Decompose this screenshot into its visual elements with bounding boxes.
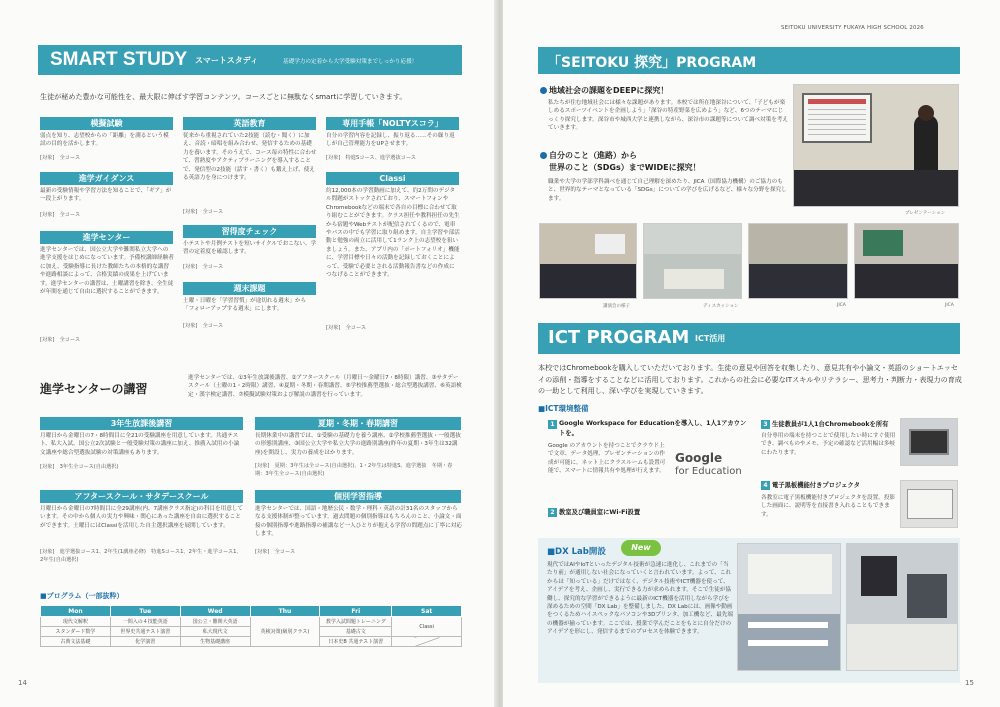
block-target-english: [対象] 全コース [183, 209, 224, 215]
wide-bullet [540, 152, 547, 159]
env-num-2: 2 [548, 508, 557, 517]
env-text-1: Google のアカウントを持つことでクラウド上で文章、データ処理、プレゼンテーションの作成が可能に。ネット上にクラスルームも設置可能で、スマートに情報共有や処理が行えます。 [548, 443, 666, 475]
caption-presentation: プレゼンテーション [905, 211, 946, 216]
dx-lab-photo-2 [846, 543, 958, 671]
table-cell: スタンダード数学 [41, 627, 111, 637]
deep-text: 私たちが住む地域社会には様々な課題があります。本校では所在地深谷について、「子どもが楽しめるスポーツイベントを企画しよう」「深谷の特産野菜を広めよう」など、6つのテーマにじっくり探究します。深谷市や城西大学と連携しながら、深谷市の課題等について調べ対策を考えていきます。 [548, 100, 788, 132]
ict-intro: 本校ではChromebookを購入していただいております。生徒の意見や回答を収集したり、意見共有や小論文・英語のショートエッセイの添削・指導をすることなどに活用しております。これからの社会に必要なITスキルやリテラシー、思考力・判断力・表現力の育成の一助として利用し、深い学びを実現していきます。 [538, 363, 962, 395]
env-num-3: 3 [761, 420, 770, 429]
block-label-center: 進学センター [40, 231, 173, 244]
block-label-weekend: 週末課題 [183, 282, 316, 295]
left-page [0, 0, 497, 707]
course-label-3rd-year: 3年生放課後講習 [40, 417, 243, 430]
block-target-weekend: [対象] 全コース [183, 323, 224, 329]
caption-jica-2: JICA [945, 303, 954, 308]
block-text-center: 進学センターでは、国公立大学や難関私立大学への進学支援をはじめになっています。予備校講師経験者に加え、受験指導に長けた教師たちの本格的な講習や進路相談によって、合格実績の成果を上げています。進学センターの講習は、土曜講習を除き、全生徒が年間を通じて自由に選択することができます。 [40, 247, 174, 296]
lecture-photo [539, 223, 637, 299]
table-cell: 教学入試問題トレーニング [320, 617, 392, 627]
course-text-individual: 進学センターでは、国語・地歴公民・数学・理科・英語の計31名のスタッフからなる支援体制が整っています。過去問題の個別指導はもちろんのこと、小論文・面接の個別指導や進路指導の補講など一人ひとりが抱える学習の問題点に丁寧に対応します。 [255, 506, 462, 538]
day-mon: Mon [41, 606, 111, 617]
block-label-mock-exam: 模擬試験 [40, 117, 173, 130]
jica-photo-2 [854, 223, 959, 299]
block-label-nolty: 専用手帳「NOLTYスコラ」 [326, 117, 459, 130]
smart-study-subtitle: スマートスタディ [195, 56, 259, 65]
ict-subtitle: ICT活用 [695, 334, 726, 343]
day-wed: Wed [180, 606, 250, 617]
smart-study-tagline: 基礎学力の定着から大学受験対策までしっかり応援！ [283, 59, 418, 65]
chromebook-photo [900, 418, 958, 466]
page-number-left: 14 [18, 679, 27, 687]
course-target-3rd-year: [対象] 3年生全コース(自由選択) [40, 464, 119, 470]
block-label-guidance: 進学ガイダンス [40, 172, 173, 185]
course-target-seasonal: [対象] 夏期：3年生は全コース(自由選択)、1・2年生は特進S、進学選抜 冬期・春期：3年生全コース(自由選択) [255, 463, 453, 477]
caption-lecture: 講演会の様子 [603, 304, 630, 309]
table-row [41, 617, 462, 627]
wide-title-1: 自分のこと（進路）から [549, 151, 637, 160]
block-target-mock-exam: [対象] 全コース [40, 155, 81, 161]
dx-lab-photo-1 [737, 543, 841, 671]
env-title-4: 電子黒板機能付きプロジェクタ [772, 482, 860, 489]
env-title-3: 生徒教員が1人1台Chromebookを所有 [772, 421, 889, 428]
caption-discussion: ディスカッション [703, 304, 739, 309]
block-text-mock-exam: 弱点を知り、志望校からの「距離」を測るという模試の目的を活かします。 [40, 133, 169, 148]
table-cell: 古典文法基礎 [41, 637, 111, 647]
env-text-3: 自分専用の端末を持つことで使用したい時にすぐ使用でき、調べものやメモ、予定の確認など活用幅は多岐にわたります。 [761, 433, 896, 456]
caption-jica-1: JICA [837, 303, 846, 308]
day-sat: Sat [392, 606, 462, 617]
env-title: ■ICT環境整備 [538, 404, 589, 413]
program-title: ■プログラム（一部抜粋） [40, 592, 124, 600]
dx-text: 現代ではAIやIoTといったデジタル技術が急速に進化し、これまでの「当たり前」が通用しない社会になっていくと言われています。よって、これからは「知っている」だけではなく、デジタル技術やICT機器を使って、アイデアを考え、企画し、実行できる力が求められます。そこで生徒が協働し、探究的な学習ができるように最新のICT機器を活用しながら学びを深めるための空間「DX Lab」を整備しました。DX Labには、画像や動画をつくるためハイスペックなパソコンや3Dプリンタ、加工機など、最先端の機器が揃っています。ここでは、授業で学んだことをもとに自分だけのアイデアを形にし、発信するまでのプロセスを体験できます。 [547, 562, 733, 636]
dx-title: ■DX Lab開設 [547, 547, 606, 557]
block-target-guidance: [対象] 全コース [40, 212, 81, 218]
block-text-classi: 約12,000本の学習動画に加えて、約2万問のデジタル問題がストックされており、スマートフォンやChromebookなどの端末で各自の目標に合わせて取り組むことができます。クラス担任や教科担任の先生から宿題やWebテストが配信されてくるので、電車やバスの中でも学習に取り組めます。自主学習や部活動と勉強の両立に活用して1ランク上の志望校を狙いましょう。また、アプリ内の「ポートフォリオ」機能に、学習目標や日々の活動を記録しておくことによって、受験で必要とされる活動報告書などの作成につなげることができます。 [326, 188, 460, 279]
table-cell: 化学演習 [110, 637, 180, 647]
deep-bullet [540, 87, 547, 94]
course-text-seasonal: 長期休業中の講習では、①受験の基礎力を養う講座、②学校推薦型選抜・一般選抜の形態別講座、③国公立大学や私立大学の進路別講座(昨年の夏期・3年生は32講座)を開設し、実力の養成をはかります。 [255, 433, 461, 456]
block-label-check: 習得度チェック [183, 225, 316, 238]
table-cell: 基礎古文 [320, 627, 392, 637]
course-label-after-school: アフタースクール・サタデースクール [40, 490, 243, 503]
table-cell: 生物基礎講座 [180, 637, 250, 647]
block-text-guidance: 最新の受験情報や学習方法を知ることで、「ギア」が一段上がります。 [40, 188, 172, 203]
new-badge: New [621, 540, 661, 556]
page-number-right: 15 [965, 679, 974, 687]
block-label-classi: Classi [326, 172, 459, 185]
env-num-1: 1 [548, 420, 557, 429]
block-target-center: [対象] 全コース [40, 337, 81, 343]
program-table [40, 605, 462, 647]
block-text-weekend: 土曜・日曜を「学習習慣」が途切れる週末」から「フォローアップする週末」にします。 [183, 298, 307, 313]
day-tue: Tue [110, 606, 180, 617]
course-text-after-school: 月曜日から金曜日の7時間目に全29講座(内、7講座クラス指定)の科目を用意しています。その中から個人の実力や興味・関心にあった講座を自由に選択することができます。土曜日にはClassiを活用した自主選択講座を展開しています。 [40, 506, 244, 529]
course-label-individual: 個別学習指導 [255, 490, 461, 503]
wide-title-2: 世界のこと（SDGs）までWIDEに探究！ [549, 163, 701, 172]
table-cell: 国公立・難関大英語 [180, 617, 250, 627]
course-label-seasonal: 夏期・冬期・春期講習 [255, 417, 461, 430]
school-header: SEITOKU UNIVERSITY FUKAYA HIGH SCHOOL 2026 [781, 25, 924, 31]
table-cell: Classi [392, 617, 462, 637]
table-cell: 私大現代文 [180, 627, 250, 637]
table-cell: 一問入の４技能英語 [110, 617, 180, 627]
env-text-4: 各教室に電子黒板機能付きプロジェクタを設置。投影した画面に、説明等を直接書き入れることもできます。 [761, 495, 896, 518]
wide-text: 職業や大学の学部学科調べを通じて自己理解を深めたり、JICA（国際協力機構）のご協力のもと、世界的なテーマとなっている「SDGs」についての学びを広げるなど、様々な分野を探究します。 [548, 179, 787, 202]
google-logo-sub: for Education [675, 466, 742, 477]
course-target-after-school: [対象] 進学選抜コース1、2年生(1講座必修) 特進Sコース1、2年生・進学コース1、2年生(自由選択) [40, 549, 242, 563]
day-thu: Thu [250, 606, 320, 617]
tanku-title: 「SEITOKU 探究」PROGRAM [547, 55, 757, 71]
ict-title: ICT PROGRAM [548, 327, 690, 348]
jica-photo-1 [748, 223, 848, 299]
block-target-check: [対象] 全コース [183, 264, 224, 270]
block-label-english: 英語教育 [183, 117, 316, 130]
block-text-english: 従来から重視されていた2技能（読む・聞く）に加え、音読・暗唱を組み合わせ、発信するための基礎力を養います。そのうえで、コース毎の特性に合わせて、習熟度やアクティブラーニングを導入することで、発信型の2技能（話す・書く）も鍛え上げ、使える英語力を身につけます。 [183, 133, 317, 182]
right-page [503, 0, 1000, 707]
course-text-3rd-year: 月曜日から金曜日の7・8時間目に全21の受験講座を用意しています。共通テスト、私大入試、国公立2次試験と一般受験対策の講座に加え、推薦入試用の小論文講座や総合型選抜試験の対策講座もあります。 [40, 433, 240, 456]
table-cell: 世界史共通テスト演習 [110, 627, 180, 637]
block-target-nolty: [対象] 特進Sコース、進学選抜コース [326, 155, 416, 161]
center-desc: 進学センターでは、①3年生放課後講習、②アフタースクール（月曜日～金曜日7・8時限）講習、③サタデースクール（土曜の1・2時限）講習、④夏期・冬期・春期講習、⑤学校推薦型選抜・総合型選抜講習、⑥英語検定・漢字検定講習、⑦模擬試験対策および解説の講習を行っています。 [188, 375, 462, 398]
block-text-check: 小テストや月例テストを短いサイクルでおこない、学習の定着度を確認します。 [183, 241, 317, 256]
smart-study-intro: 生徒が秘めた豊かな可能性を、最大限に伸ばす学習コンテンツ。コースごとに無駄なくsmartに学習していきます。 [40, 92, 407, 101]
table-cell-empty [392, 637, 462, 647]
discussion-photo [643, 223, 742, 299]
table-cell: 英検対策(級別クラス) [250, 617, 320, 647]
deep-title: 地域社会の課題をDEEPに探究！ [549, 86, 669, 95]
day-fri: Fri [320, 606, 392, 617]
course-target-individual: [対象] 全コース [255, 549, 296, 555]
table-cell: 現代文解釈 [41, 617, 111, 627]
block-text-nolty: 自分の学習内容を記録し、振り返る……その繰り返しが自己管理能力をUPさせます。 [326, 133, 455, 148]
env-num-4: 4 [761, 481, 770, 490]
smart-study-title: SMART STUDY [50, 49, 188, 70]
env-title-2: 教室及び職員室にWi-Fi設置 [559, 509, 641, 516]
table-cell: 日本史B 共通テスト演習 [320, 637, 392, 647]
google-logo: Google [675, 451, 723, 465]
presentation-photo [793, 84, 959, 207]
center-title: 進学センターの講習 [40, 382, 148, 396]
block-target-classi: [対象] 全コース [326, 325, 367, 331]
env-title-1: Google Workspace for Educationを導入し、1人1アカウントを。 [559, 420, 747, 437]
projector-photo [900, 480, 958, 528]
